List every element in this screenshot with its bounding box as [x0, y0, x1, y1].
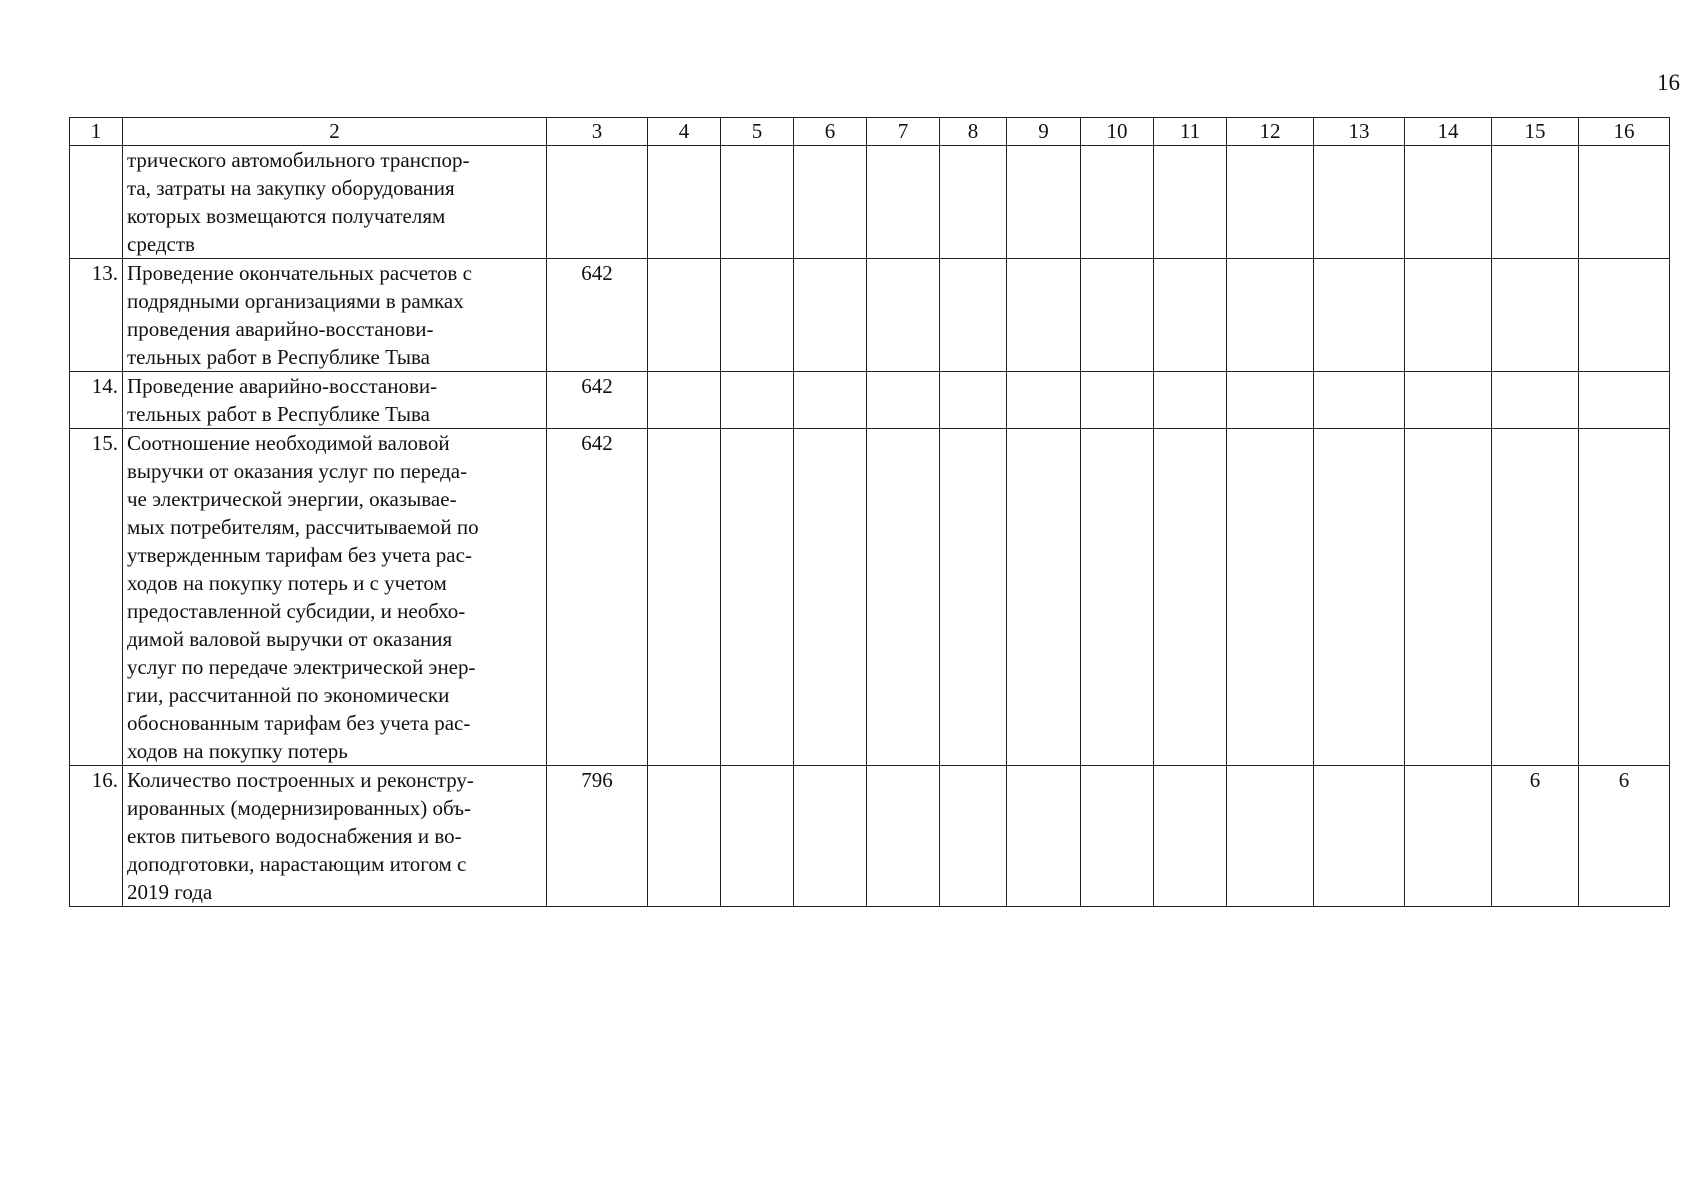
- indicator-table: [69, 117, 1670, 907]
- value-cell-col-13: [1314, 259, 1405, 372]
- value-cell-col-15: [1492, 429, 1579, 766]
- description-line: утвержденным тарифам без учета рас-: [127, 543, 472, 567]
- value-cell-col-8: [940, 766, 1007, 907]
- description-line: Проведение аварийно-восстанови-: [127, 374, 438, 398]
- value-cell-col-10: [1081, 429, 1154, 766]
- value-cell-col-3: 642: [547, 429, 648, 766]
- column-header-2: 2: [123, 118, 547, 146]
- value-cell-col-13: [1314, 372, 1405, 429]
- table-row: [70, 429, 1670, 766]
- indicator-description: [123, 372, 547, 429]
- value-cell-col-10: [1081, 146, 1154, 259]
- description-line: доподготовки, нарастающим итогом с: [127, 852, 467, 876]
- value-cell-col-8: [940, 372, 1007, 429]
- row-number: 13.: [70, 259, 123, 372]
- value-cell-col-6: [794, 766, 867, 907]
- column-header-6: 6: [794, 118, 867, 146]
- column-header-7: 7: [867, 118, 940, 146]
- row-number: 15.: [70, 429, 123, 766]
- column-header-3: 3: [547, 118, 648, 146]
- value-cell-col-7: [867, 766, 940, 907]
- value-cell-col-9: [1007, 766, 1081, 907]
- value-cell-col-15: 6: [1492, 766, 1579, 907]
- column-header-15: 15: [1492, 118, 1579, 146]
- value-cell-col-4: [648, 372, 721, 429]
- value-cell-col-3: [547, 146, 648, 259]
- value-cell-col-3: 642: [547, 259, 648, 372]
- value-cell-col-4: [648, 259, 721, 372]
- value-cell-col-11: [1154, 429, 1227, 766]
- description-line: проведения аварийно-восстанови-: [127, 317, 434, 341]
- value-cell-col-10: [1081, 766, 1154, 907]
- value-cell-col-12: [1227, 259, 1314, 372]
- table-row: [70, 372, 1670, 429]
- description-line: тельных работ в Республике Тыва: [127, 402, 430, 426]
- column-header-5: 5: [721, 118, 794, 146]
- value-cell-col-6: [794, 259, 867, 372]
- value-cell-col-11: [1154, 372, 1227, 429]
- description-line: ходов на покупку потерь и с учетом: [127, 571, 447, 595]
- column-header-12: 12: [1227, 118, 1314, 146]
- column-header-10: 10: [1081, 118, 1154, 146]
- indicator-description: [123, 146, 547, 259]
- value-cell-col-7: [867, 146, 940, 259]
- value-cell-col-14: [1405, 259, 1492, 372]
- column-header-9: 9: [1007, 118, 1081, 146]
- description-line: выручки от оказания услуг по переда-: [127, 459, 468, 483]
- value-cell-col-12: [1227, 429, 1314, 766]
- value-cell-col-5: [721, 372, 794, 429]
- value-cell-col-5: [721, 429, 794, 766]
- value-cell-col-7: [867, 429, 940, 766]
- value-cell-col-5: [721, 146, 794, 259]
- value-cell-col-10: [1081, 372, 1154, 429]
- value-cell-col-12: [1227, 766, 1314, 907]
- value-cell-col-16: [1579, 372, 1670, 429]
- description-line: мых потребителям, рассчитываемой по: [127, 515, 479, 539]
- description-line: трического автомобильного транспор-: [127, 148, 470, 172]
- indicator-description: [123, 429, 547, 766]
- value-cell-col-9: [1007, 146, 1081, 259]
- table-row: [70, 146, 1670, 259]
- description-line: предоставленной субсидии, и необхо-: [127, 599, 466, 623]
- value-cell-col-16: [1579, 259, 1670, 372]
- column-header-8: 8: [940, 118, 1007, 146]
- indicator-description: [123, 766, 547, 907]
- indicator-description: [123, 259, 547, 372]
- value-cell-col-6: [794, 146, 867, 259]
- value-cell-col-4: [648, 429, 721, 766]
- description-line: гии, рассчитанной по экономически: [127, 683, 450, 707]
- description-line: тельных работ в Республике Тыва: [127, 345, 430, 369]
- value-cell-col-15: [1492, 259, 1579, 372]
- value-cell-col-9: [1007, 429, 1081, 766]
- row-number: 16.: [70, 766, 123, 907]
- value-cell-col-14: [1405, 429, 1492, 766]
- value-cell-col-8: [940, 146, 1007, 259]
- value-cell-col-16: 6: [1579, 766, 1670, 907]
- value-cell-col-4: [648, 766, 721, 907]
- value-cell-col-7: [867, 259, 940, 372]
- description-line: ированных (модернизированных) объ-: [127, 796, 472, 820]
- value-cell-col-11: [1154, 259, 1227, 372]
- value-cell-col-14: [1405, 372, 1492, 429]
- table-body: [70, 146, 1670, 907]
- value-cell-col-5: [721, 766, 794, 907]
- description-line: димой валовой выручки от оказания: [127, 627, 453, 651]
- value-cell-col-16: [1579, 146, 1670, 259]
- column-header-11: 11: [1154, 118, 1227, 146]
- value-cell-col-6: [794, 372, 867, 429]
- value-cell-col-16: [1579, 429, 1670, 766]
- column-header-16: 16: [1579, 118, 1670, 146]
- value-cell-col-13: [1314, 766, 1405, 907]
- table-row: [70, 259, 1670, 372]
- column-header-13: 13: [1314, 118, 1405, 146]
- description-line: которых возмещаются получателям: [127, 204, 446, 228]
- column-header-4: 4: [648, 118, 721, 146]
- value-cell-col-6: [794, 429, 867, 766]
- column-header-14: 14: [1405, 118, 1492, 146]
- value-cell-col-12: [1227, 372, 1314, 429]
- value-cell-col-11: [1154, 766, 1227, 907]
- value-cell-col-3: 796: [547, 766, 648, 907]
- description-line: та, затраты на закупку оборудования: [127, 176, 455, 200]
- value-cell-col-10: [1081, 259, 1154, 372]
- value-cell-col-14: [1405, 766, 1492, 907]
- value-cell-col-9: [1007, 259, 1081, 372]
- description-line: услуг по передаче электрической энер-: [127, 655, 476, 679]
- description-line: Соотношение необходимой валовой: [127, 431, 450, 455]
- header-row: [70, 118, 1670, 146]
- value-cell-col-12: [1227, 146, 1314, 259]
- description-line: че электрической энергии, оказывае-: [127, 487, 457, 511]
- description-line: ектов питьевого водоснабжения и во-: [127, 824, 462, 848]
- page-number: 16: [1657, 70, 1680, 95]
- value-cell-col-9: [1007, 372, 1081, 429]
- description-line: Проведение окончательных расчетов с: [127, 261, 472, 285]
- value-cell-col-15: [1492, 372, 1579, 429]
- description-line: 2019 года: [127, 880, 213, 904]
- description-line: обоснованным тарифам без учета рас-: [127, 711, 471, 735]
- value-cell-col-3: 642: [547, 372, 648, 429]
- row-number: 14.: [70, 372, 123, 429]
- value-cell-col-8: [940, 259, 1007, 372]
- value-cell-col-13: [1314, 429, 1405, 766]
- description-line: ходов на покупку потерь: [127, 739, 348, 763]
- value-cell-col-4: [648, 146, 721, 259]
- row-number: [70, 146, 123, 259]
- description-line: подрядными организациями в рамках: [127, 289, 464, 313]
- table-row: [70, 766, 1670, 907]
- value-cell-col-13: [1314, 146, 1405, 259]
- value-cell-col-7: [867, 372, 940, 429]
- value-cell-col-15: [1492, 146, 1579, 259]
- value-cell-col-8: [940, 429, 1007, 766]
- description-line: Количество построенных и реконстру-: [127, 768, 474, 792]
- value-cell-col-14: [1405, 146, 1492, 259]
- column-header-1: 1: [70, 118, 123, 146]
- description-line: средств: [127, 232, 195, 256]
- value-cell-col-11: [1154, 146, 1227, 259]
- value-cell-col-5: [721, 259, 794, 372]
